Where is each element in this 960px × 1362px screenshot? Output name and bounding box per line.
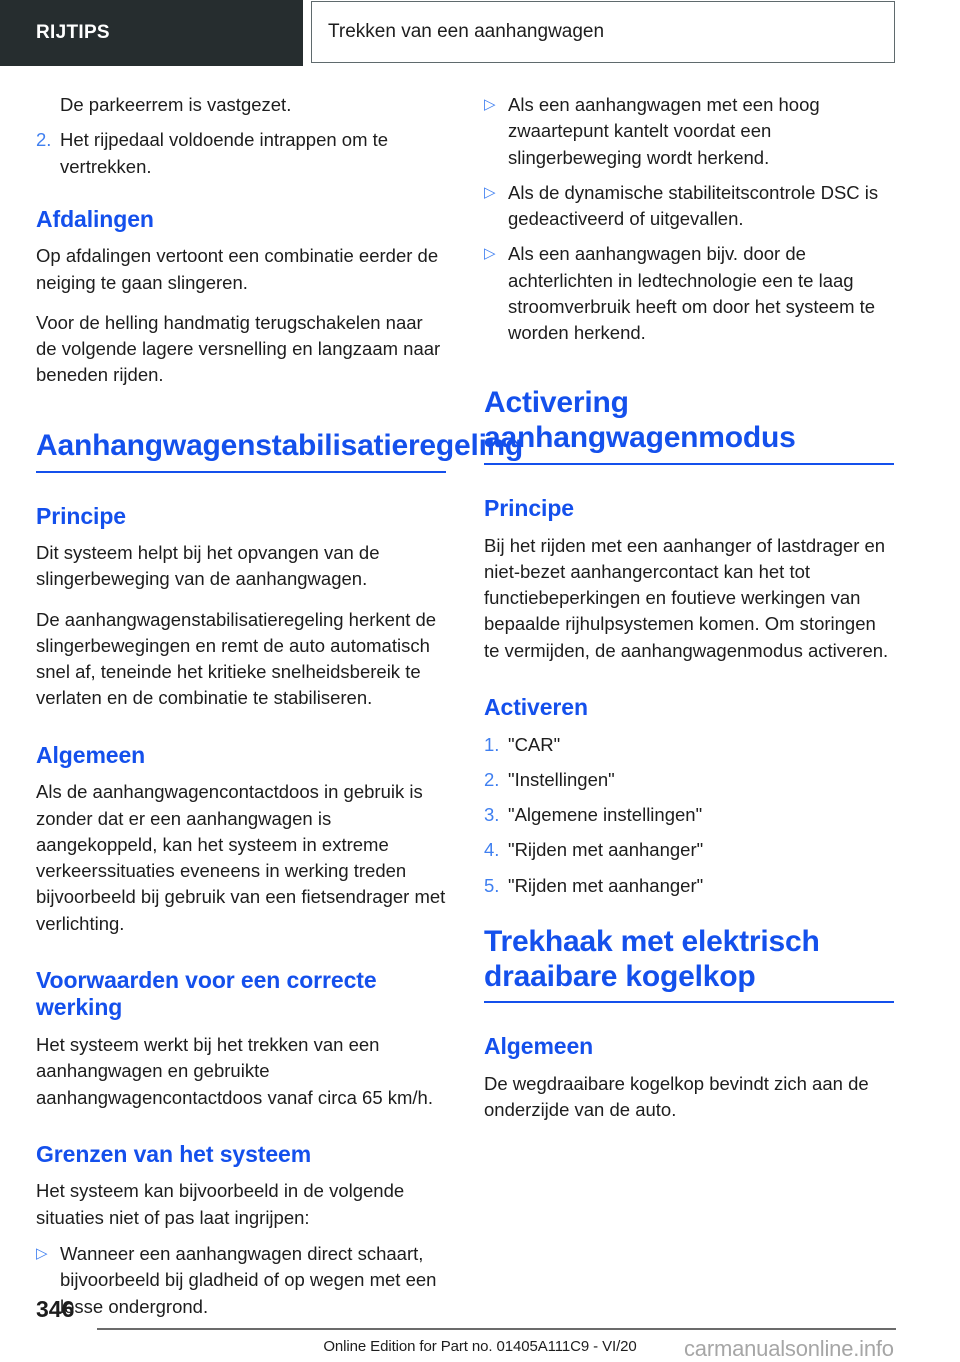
paragraph-principe-right: Bij het rijden met een aanhanger of lastdrager en niet-bezet aanhangercontact kan het tot functiebeperkingen en foutieve werkingen van bepaalde rijhulpsystemen komen. Om storingen te vermijden, de aanhangwagenmodus activeren. (484, 534, 889, 661)
footer-divider (97, 1328, 896, 1330)
step-text: De parkeerrem is vastgezet. (60, 94, 292, 115)
step-marker: 5. (484, 874, 500, 896)
page-number: 346 (36, 1296, 75, 1322)
list-item (484, 92, 894, 171)
section-title-box (311, 1, 895, 63)
heading-algemeen-right: Algemeen (484, 1033, 594, 1060)
heading-principe-right: Principe (484, 494, 574, 521)
paragraph-voorwaarden: Het systeem werkt bij het trekken van een aanhangwagen en gebruikte aanhangwagencontactdoos vanaf circa 65 km/h. (36, 1034, 433, 1108)
list-item (36, 92, 446, 118)
list-item (484, 767, 894, 793)
heading-principe-left: Principe (36, 502, 126, 529)
bullet-text: Wanneer een aanhangwagen direct schaart, bijvoorbeeld bij gladheid of op wegen met een losse ondergrond. (60, 1243, 437, 1317)
bullet-text: Als een aanhangwagen bijv. door de achterlichten in ledtechnologie een te laag stroomverbruik heeft om door het systeem te worden herkend. (508, 243, 876, 344)
left-column (36, 92, 524, 1320)
page-footer (0, 1296, 960, 1362)
list-item (484, 732, 894, 758)
section-title-label: Trekken van een aanhangwagen (328, 21, 605, 42)
heading-activeren: Activeren (484, 693, 588, 720)
grenzen-bullet-list-continued (484, 92, 894, 346)
page-header (0, 0, 960, 66)
step-text: Het rijpedaal voldoende intrappen om te vertrekken. (60, 129, 389, 177)
paragraph-algemeen-right: De wegdraaibare kogelkop bevindt zich aan de onderzijde van de auto. (484, 1073, 869, 1121)
list-item (484, 180, 894, 233)
paragraph-algemeen-left: Als de aanhangwagencontactdoos in gebruik is zonder dat er een aanhangwagen is aangekoppeld, kan het systeem in extreme verkeerssituaties eveneens in werking treden bijvoorbeeld bij gebruik van een fietsendrager met verlichting. (36, 781, 446, 934)
step-marker: 2. (36, 129, 52, 151)
paragraph-grenzen: Het systeem kan bijvoorbeeld in de volgende situaties niet of pas laat ingrijpen: (36, 1180, 405, 1228)
triangle-bullet-icon: ▷ (36, 1245, 48, 1262)
triangle-bullet-icon: ▷ (484, 245, 496, 263)
edition-text: Online Edition for Part no. 01405A111C9 - VI/20 (323, 1338, 637, 1355)
list-item (484, 837, 894, 863)
step-marker: 4. (484, 839, 500, 861)
step-text: "Instellingen" (508, 768, 615, 790)
heading-afdalingen: Afdalingen (36, 205, 154, 232)
step-text: "CAR" (508, 733, 561, 755)
heading-activering-aanhangwagenmodus: Activering aanhangwagenmodus (484, 386, 894, 465)
list-item (484, 241, 894, 346)
heading-trekhaak-kogelkop: Trekhaak met elektrisch draaibare kogelkop (484, 925, 894, 1004)
paragraph-afdalingen-1: Op afdalingen vertoont een combinatie eerder de neiging te gaan slingeren. (36, 245, 439, 293)
triangle-bullet-icon: ▷ (484, 183, 496, 201)
step-text: "Rijden met aanhanger" (508, 839, 704, 861)
right-column (484, 92, 894, 1124)
list-item (36, 127, 446, 180)
chapter-tab-label: RIJTIPS (36, 22, 110, 43)
activeren-steps-list (484, 732, 894, 899)
triangle-bullet-icon: ▷ (484, 96, 496, 113)
heading-voorwaarden: Voorwaarden voor een correcte werking (36, 966, 377, 1021)
heading-aanhangwagenstabilisatieregeling: Aanhangwagenstabilisatieregeling (36, 429, 446, 473)
paragraph-principe-2: De aanhangwagenstabilisatieregeling herkent de slingerbewegingen en remt de auto automatisch snel af, teneinde het kritieke snelheidsbereik te verlaten en de combinatie te stabiliseren. (36, 608, 437, 709)
list-item (484, 873, 894, 899)
step-text: "Rijden met aanhanger" (508, 874, 704, 896)
step-marker: 2. (484, 768, 500, 790)
chapter-tab (0, 0, 303, 66)
heading-grenzen: Grenzen van het systeem (36, 1140, 312, 1167)
step-marker: 3. (484, 804, 500, 826)
heading-algemeen-left: Algemeen (36, 741, 146, 768)
paragraph-principe-1: Dit systeem helpt bij het opvangen van de slingerbeweging van de aanhangwagen. (36, 542, 380, 590)
list-item (484, 802, 894, 828)
bullet-text: Als een aanhangwagen met een hoog zwaartepunt kantelt voordat een slingerbeweging wordt herkend. (508, 94, 820, 168)
paragraph-afdalingen-2: Voor de helling handmatig terugschakelen naar de volgende lagere versnelling en langzaam naar beneden rijden. (36, 311, 441, 386)
watermark-text: carmanualsonline.info (684, 1336, 894, 1361)
bullet-text: Als de dynamische stabiliteitscontrole DSC is gedeactiveerd of uitgevallen. (508, 181, 879, 230)
steps-continued-list (36, 92, 446, 180)
step-text: "Algemene instellingen" (508, 804, 703, 826)
step-marker: 1. (484, 733, 500, 755)
